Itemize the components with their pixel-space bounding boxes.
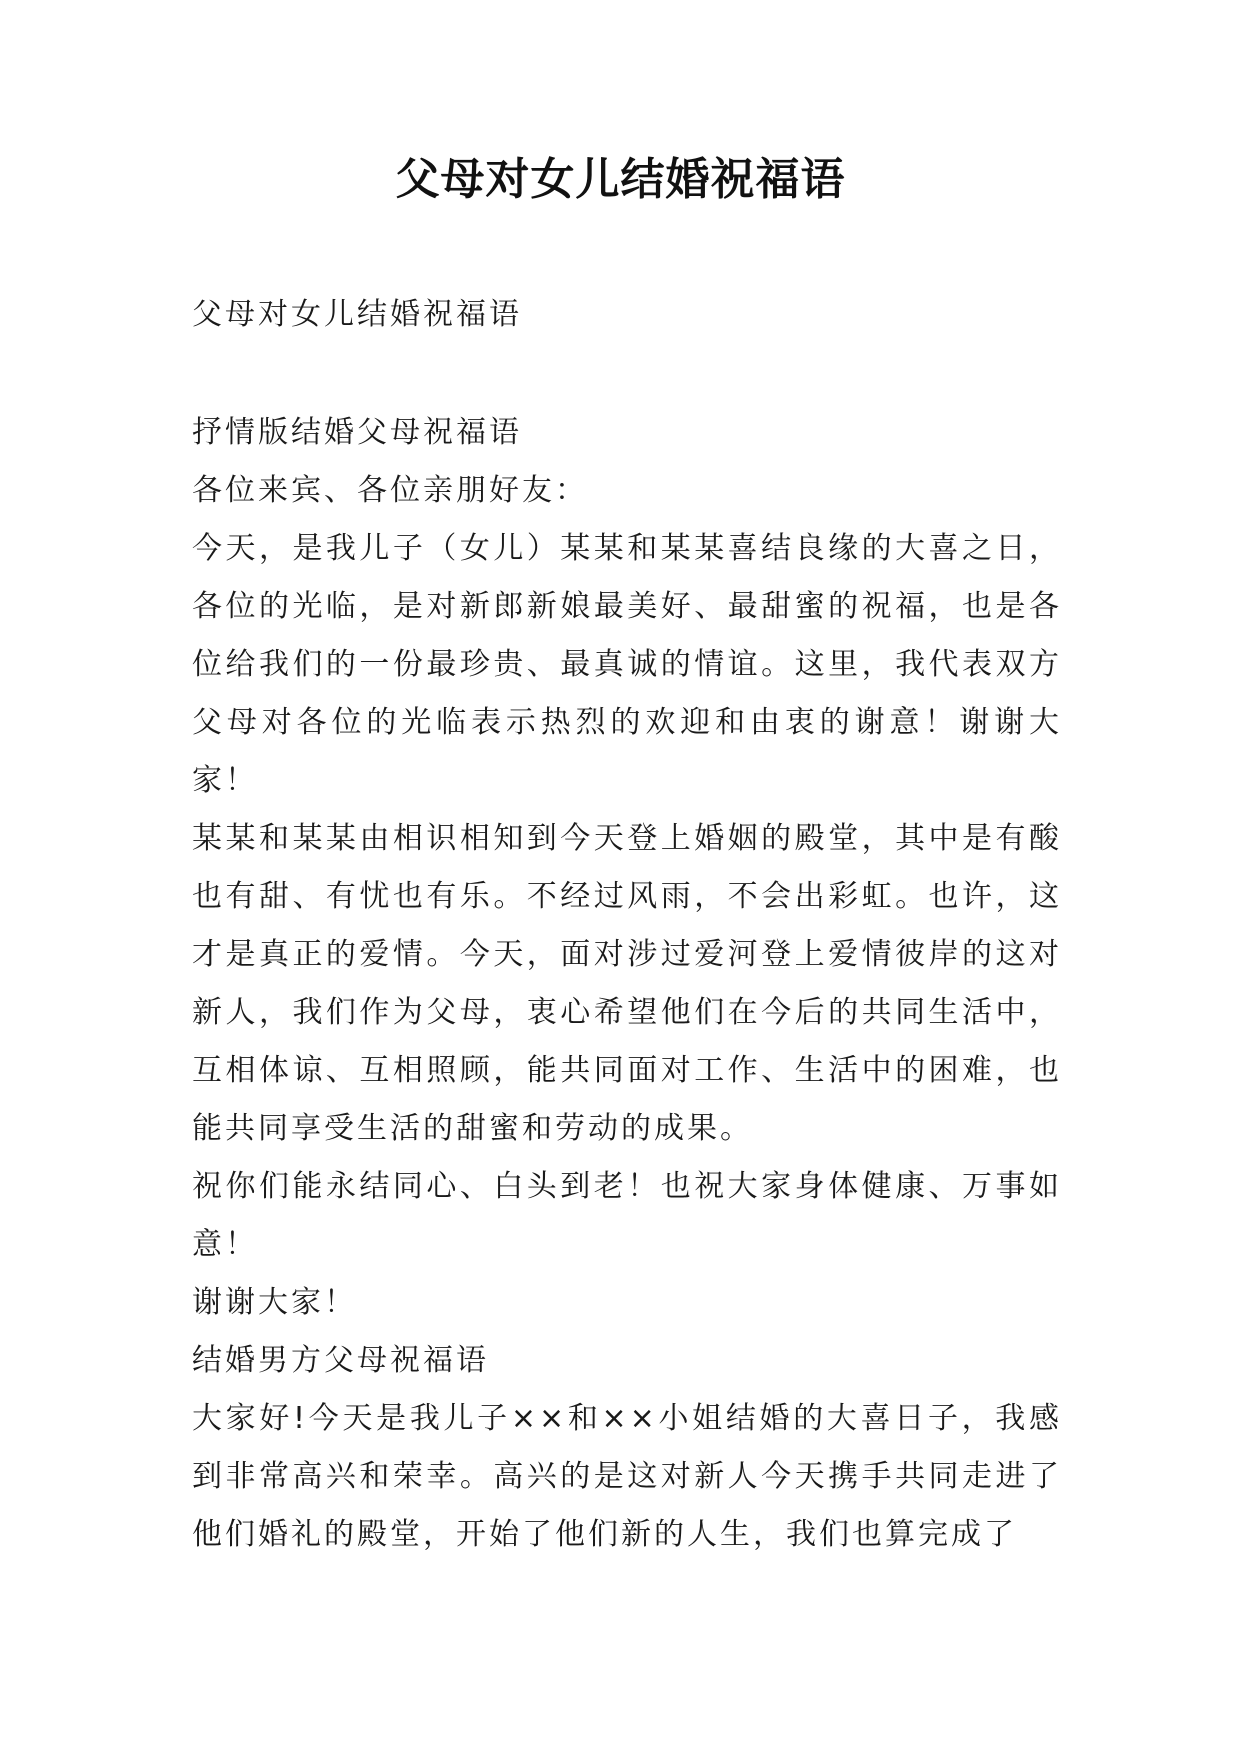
paragraph-thanks: 谢谢大家！ [192, 1285, 357, 1320]
paragraph-blessing: 祝你们能永结同心、白头到老！也祝大家身体健康、万事如意！ [192, 1169, 1062, 1262]
section-heading-lyrical: 抒情版结婚父母祝福语 [192, 415, 522, 450]
section-heading-groom-parents: 结婚男方父母祝福语 [192, 1343, 489, 1378]
paragraph-welcome: 今天，是我儿子（女儿）某某和某某喜结良缘的大喜之日，各位的光临，是对新郎新娘最美好、最甜蜜的祝福，也是各位给我们的一份最珍贵、最真诚的情谊。这里，我代表双方父母对各位的光临表示热烈的欢迎和由衷的谢意！谢谢大家！ [192, 531, 1062, 798]
document-title: 父母对女儿结婚祝福语 [395, 154, 846, 205]
paragraph-groom-parents-speech: 大家好!今天是我儿子××和××小姐结婚的大喜日子，我感到非常高兴和荣幸。高兴的是这对新人今天携手共同走进了他们婚礼的殿堂，开始了他们新的人生，我们也算完成了 [192, 1401, 1062, 1552]
salutation: 各位来宾、各位亲朋好友： [192, 473, 588, 508]
document-body [192, 404, 1062, 1564]
paragraph-love-story: 某某和某某由相识相知到今天登上婚姻的殿堂，其中是有酸也有甜、有忧也有乐。不经过风雨，不会出彩虹。也许，这才是真正的爱情。今天，面对涉过爱河登上爱情彼岸的这对新人，我们作为父母，衷心希望他们在今后的共同生活中，互相体谅、互相照顾，能共同面对工作、生活中的困难，也能共同享受生活的甜蜜和劳动的成果。 [192, 821, 1062, 1146]
document-subtitle: 父母对女儿结婚祝福语 [192, 297, 522, 332]
